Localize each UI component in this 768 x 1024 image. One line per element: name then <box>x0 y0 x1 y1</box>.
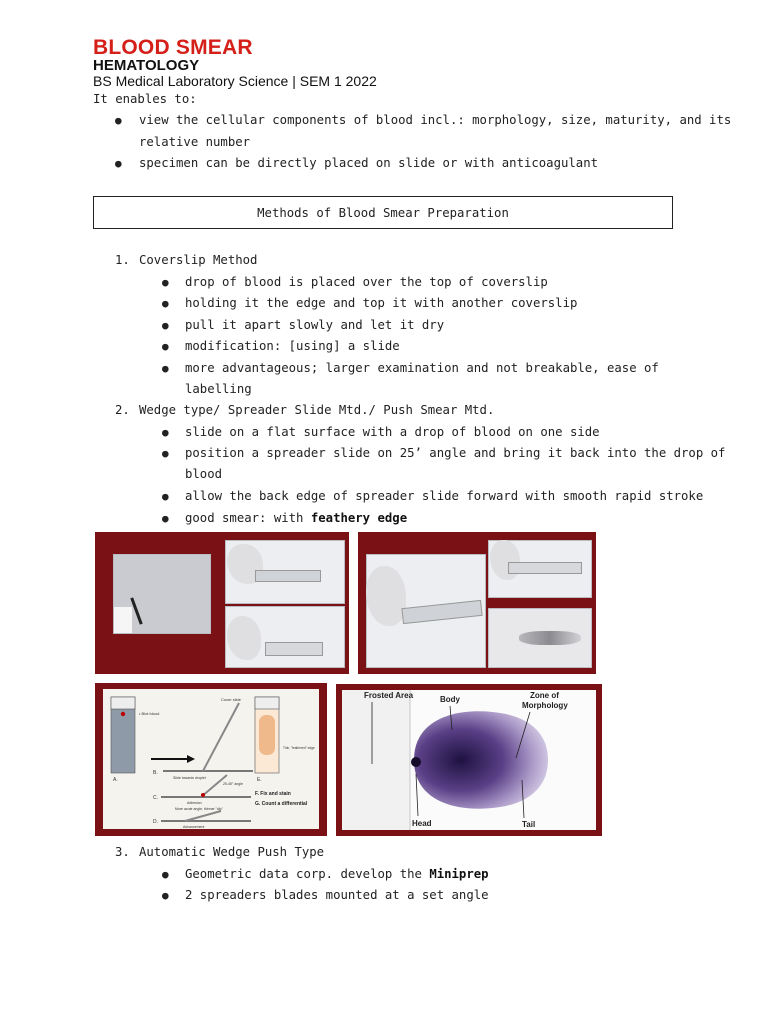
label-count: G. Count a differential <box>255 801 308 807</box>
method-2-bullet-3: allow the back edge of spreader slide forward with smooth rapid stroke <box>185 489 704 503</box>
wedge-technique-diagram <box>95 683 327 836</box>
label-body: Body <box>440 695 460 704</box>
label-slide-toward: Slide towards droplet <box>173 776 206 780</box>
bullet-dot: ● <box>162 490 169 503</box>
section-heading-text: Methods of Blood Smear Preparation <box>257 205 509 220</box>
label-frosted: Frosted Area <box>364 691 414 700</box>
label-advancement: Advancement <box>183 825 205 829</box>
diagram-svg <box>103 689 319 829</box>
label-c: C. <box>153 795 158 801</box>
method-2-bullet-2-line-2: blood <box>185 467 223 481</box>
section-heading-box <box>93 196 673 229</box>
method-title: Coverslip Method <box>139 253 258 267</box>
bullet-dot: ● <box>162 319 169 332</box>
bold-term: Miniprep <box>429 867 489 881</box>
method-3-bullet-1 <box>185 864 489 886</box>
label-zone-2: Morphology <box>522 701 568 710</box>
label-tail: Tail <box>522 820 536 829</box>
method-1-bullet-3: pull it apart slowly and let it dry <box>185 318 445 332</box>
method-1-bullet-2: holding it the edge and top it with another coverslip <box>185 296 578 310</box>
photo-slide <box>113 554 211 634</box>
smear-regions-svg <box>336 684 602 836</box>
smear-regions-figure <box>336 684 602 836</box>
label-d: D. <box>153 819 158 825</box>
label-b: B. <box>153 770 158 776</box>
method-1-bullet-5-line-1: more advantageous; larger examination and not breakable, ease of <box>185 361 659 375</box>
method-title: Automatic Wedge Push Type <box>139 845 325 859</box>
method-number: 3. <box>115 845 130 859</box>
course-line: BS Medical Laboratory Science | SEM 1 2022 <box>93 73 377 89</box>
method-3-bullet-2: 2 spreaders blades mounted at a set angle <box>185 888 489 902</box>
bullet-dot: ● <box>162 362 169 375</box>
label-angle: 25-45° angle <box>223 782 243 786</box>
method-title: Wedge type/ Spreader Slide Mtd./ Push Smear Mtd. <box>139 403 495 417</box>
bullet-dot: ● <box>162 889 169 902</box>
bullet-dot: ● <box>162 868 169 881</box>
method-1-bullet-1: drop of blood is placed over the top of coverslip <box>185 275 548 289</box>
bullet-dot: ● <box>162 276 169 289</box>
bullet-dot: ● <box>162 297 169 310</box>
smear-photo-2 <box>358 532 596 674</box>
intro-bullet-2: specimen can be directly placed on slide or with anticoagulant <box>139 156 599 170</box>
method-1-bullet-5-line-2: labelling <box>185 382 252 396</box>
intro-bullet-1-line-1: view the cellular components of blood incl.: morphology, size, maturity, and its <box>139 113 732 127</box>
label-more-acute: More acute angle, thinner "dip" <box>175 807 223 811</box>
label-e: E. <box>257 777 262 783</box>
subject-heading: HEMATOLOGY <box>93 57 200 74</box>
document-title: BLOOD SMEAR <box>93 36 253 59</box>
method-number: 1. <box>115 253 130 267</box>
intro-lead: It enables to: <box>93 92 197 106</box>
label-adhesion: Adhesion <box>187 801 202 805</box>
label-head: Head <box>412 819 432 828</box>
bullet-text: good smear: with <box>185 511 311 525</box>
bullet-dot: ● <box>162 447 169 460</box>
method-number: 2. <box>115 403 130 417</box>
label-fix: F. Fix and stain <box>255 791 291 797</box>
bullet-dot: ● <box>115 114 122 127</box>
label-zone-1: Zone of <box>530 691 559 700</box>
bullet-dot: ● <box>115 157 122 170</box>
label-a: A. <box>113 777 118 783</box>
smear-photo-1 <box>95 532 349 674</box>
bullet-dot: ● <box>162 512 169 525</box>
label-drop: • Blot blood <box>139 711 160 716</box>
method-1-bullet-4: modification: [using] a slide <box>185 339 400 353</box>
method-2-bullet-1: slide on a flat surface with a drop of blood on one side <box>185 425 600 439</box>
bullet-dot: ● <box>162 426 169 439</box>
intro-bullet-1-line-2: relative number <box>139 134 251 149</box>
bullet-text: Geometric data corp. develop the <box>185 867 430 881</box>
method-2-bullet-2-line-1: position a spreader slide on 25’ angle and bring it back into the drop of <box>185 446 726 460</box>
method-2-bullet-4 <box>185 508 407 530</box>
label-feathered: Thin, "feathered" edge <box>283 746 315 750</box>
bold-term: feathery edge <box>310 511 408 525</box>
photo-slide <box>488 608 592 668</box>
bullet-dot: ● <box>162 340 169 353</box>
label-cover-slide: Cover slide <box>221 697 242 702</box>
